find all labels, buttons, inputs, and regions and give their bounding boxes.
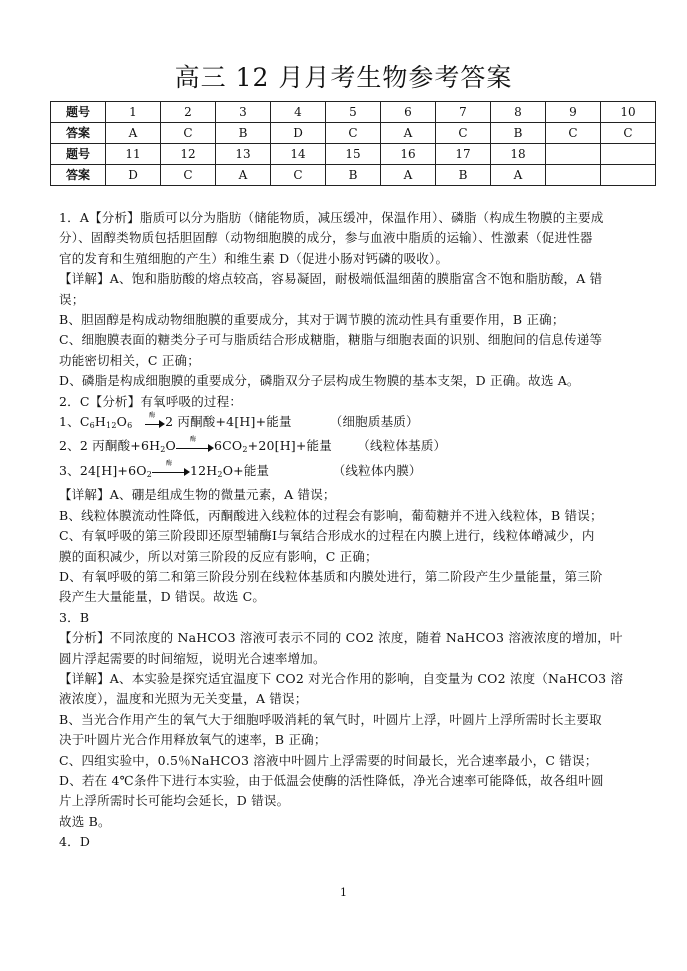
table-cell: C — [546, 123, 601, 144]
table-cell: 4 — [271, 102, 326, 123]
eq-text: 6CO — [213, 438, 243, 454]
table-cell: 15 — [326, 144, 381, 165]
equation-line — [59, 461, 655, 485]
eq-subscript: 2 — [160, 445, 166, 455]
row-label: 答案 — [51, 165, 106, 186]
eq-subscript: 2 — [242, 445, 248, 455]
text-line: 4．D — [59, 834, 91, 850]
eq-subscript: 2 — [146, 469, 152, 479]
table-cell: 6 — [381, 102, 436, 123]
table-cell: 7 — [436, 102, 491, 123]
table-row — [51, 102, 656, 123]
text-line: 故选 B。 — [59, 813, 111, 829]
answer-table — [50, 101, 656, 186]
reaction-arrow-icon: 酶 — [152, 466, 190, 476]
table-cell: C — [326, 123, 381, 144]
text-line: 2．C【分析】有氧呼吸的过程： — [59, 393, 243, 409]
table-cell: 3 — [216, 102, 271, 123]
text-line: 圆片浮起需要的时间缩短，说明光合速率增加。 — [59, 650, 326, 666]
table-cell: 16 — [381, 144, 436, 165]
text-line: B、当光合作用产生的氧气大于细胞呼吸消耗的氧气时，叶圆片上浮，叶圆片上浮所需时长主要取 — [59, 711, 602, 727]
text-line: 1．A【分析】脂质可以分为脂肪（储能物质，减压缓冲，保温作用）、磷脂（构成生物膜的主要成 — [59, 210, 604, 225]
eq-text: 2 丙酮酸+4[H]+能量 — [165, 414, 292, 430]
table-cell: 8 — [491, 102, 546, 123]
table-cell — [601, 165, 656, 186]
text-line: D、磷脂是构成细胞膜的重要成分，磷脂双分子层构成生物膜的基本支架，D 正确。故选 A。 — [59, 373, 580, 389]
eq-text: O — [165, 438, 176, 454]
text-line: 液浓度），温度和光照为无关变量，A 错误； — [59, 691, 308, 707]
table-cell: A — [381, 123, 436, 144]
equation-line — [59, 412, 655, 436]
table-row — [51, 144, 656, 165]
eq-text: H — [94, 414, 107, 430]
text-line: D、若在 4℃条件下进行本实验，由于低温会使酶的活性降低，净光合速率可能降低，故各组叶圆 — [59, 772, 604, 788]
eq-text: O — [116, 414, 128, 430]
table-cell: 10 — [601, 102, 656, 123]
eq-subscript: 6 — [89, 421, 95, 431]
table-cell: 11 — [106, 144, 161, 165]
eq-text: O+能量 — [222, 462, 270, 478]
table-cell: C — [161, 165, 216, 186]
eq-subscript: 12 — [106, 421, 117, 431]
table-cell: A — [216, 165, 271, 186]
row-label: 答案 — [51, 123, 106, 144]
eq-text: 2、2 丙酮酸+6H — [59, 438, 161, 454]
text-line: C、四组实验中，0.5％NaHCO3 溶液中叶圆片上浮需要的时间最长，光合速率最小，C 错误； — [59, 752, 598, 768]
eq-text: 1、C — [59, 414, 90, 430]
row-label: 题号 — [51, 102, 106, 123]
table-cell: B — [491, 123, 546, 144]
text-line: 【详解】A、本实验是探究适宜温度下 CO2 对光合作用的影响，自变量为 CO2 浓度（NaHCO3 溶 — [59, 670, 624, 686]
text-line: 【分析】不同浓度的 NaHCO3 溶液可表示不同的 CO2 浓度，随着 NaHCO3 溶液浓度的增加，叶 — [59, 630, 623, 646]
table-cell: B — [216, 123, 271, 144]
reaction-arrow-icon: 酶 — [176, 442, 214, 452]
table-cell: 17 — [436, 144, 491, 165]
table-cell: 18 — [491, 144, 546, 165]
text-line: 官的发育和生殖细胞的产生）和维生素 D（促进小肠对钙磷的吸收）。 — [59, 250, 449, 266]
table-cell: 2 — [161, 102, 216, 123]
table-cell: A — [381, 165, 436, 186]
text-line: 【详解】A、硼是组成生物的微量元素，A 错误； — [59, 487, 336, 503]
table-cell: 14 — [271, 144, 326, 165]
table-cell: D — [106, 165, 161, 186]
eq-text: +20[H]+能量 — [247, 438, 332, 454]
table-cell: A — [106, 123, 161, 144]
table-cell: C — [436, 123, 491, 144]
text-line: 膜的面积减少，所以对第三阶段的反应有影响，C 正确； — [59, 548, 378, 564]
reaction-arrow-icon: 酶 — [145, 418, 165, 428]
text-line: 片上浮所需时长可能均会延长，D 错误。 — [59, 793, 290, 809]
table-cell — [546, 165, 601, 186]
text-line: 段产生大量能量，D 错误。故选 C。 — [59, 589, 266, 605]
page-number: 1 — [340, 886, 347, 899]
table-cell: B — [326, 165, 381, 186]
table-cell: 1 — [106, 102, 161, 123]
text-line: 功能密切相关，C 正确； — [59, 352, 200, 368]
table-cell: C — [601, 123, 656, 144]
table-cell: 5 — [326, 102, 381, 123]
table-cell: 9 — [546, 102, 601, 123]
table-cell: 12 — [161, 144, 216, 165]
eq-subscript: 2 — [217, 469, 223, 479]
table-row — [51, 165, 656, 186]
table-cell — [601, 144, 656, 165]
answer-explanations — [59, 208, 655, 853]
equation-line — [59, 436, 655, 460]
table-cell: 13 — [216, 144, 271, 165]
eq-subscript: 6 — [127, 421, 133, 431]
table-cell: C — [271, 165, 326, 186]
text-line: B、线粒体膜流动性降低，丙酮酸进入线粒体的过程会有影响，葡萄糖并不进入线粒体，B 错误； — [59, 507, 603, 523]
document-title: 高三 12 月月考生物参考答案 — [174, 63, 513, 92]
text-line: 【详解】A、饱和脂肪酸的熔点较高，容易凝固，耐极端低温细菌的膜脂富含不饱和脂肪酸，A 错 — [59, 271, 603, 287]
eq-note: （线粒体内膜） — [332, 462, 422, 478]
text-line: B、胆固醇是构成动物细胞膜的重要成分，其对于调节膜的流动性具有重要作用，B 正确； — [59, 312, 565, 328]
row-label: 题号 — [51, 144, 106, 165]
eq-note: （线粒体基质） — [357, 438, 447, 454]
eq-text: 3、24[H]+6O — [59, 462, 147, 478]
text-line: C、有氧呼吸的第三阶段即还原型辅酶Ⅰ与氧结合形成水的过程在内膜上进行，线粒体嵴减少，内 — [59, 528, 595, 544]
table-cell — [546, 144, 601, 165]
table-row — [51, 123, 656, 144]
eq-note: （细胞质基质） — [329, 414, 419, 430]
text-line: 误； — [59, 291, 85, 307]
table-cell: B — [436, 165, 491, 186]
text-line: C、细胞膜表面的糖类分子可与脂质结合形成糖脂，糖脂与细胞表面的识别、细胞间的信息传递等 — [59, 332, 603, 348]
table-cell: D — [271, 123, 326, 144]
text-line: 分）、固醇类物质包括胆固醇（动物细胞膜的成分，参与血液中脂质的运输）、性激素（促进性器 — [59, 230, 593, 246]
text-line: 3．B — [59, 609, 90, 625]
text-line: D、有氧呼吸的第二和第三阶段分别在线粒体基质和内膜处进行，第二阶段产生少量能量，第三阶 — [59, 568, 603, 584]
text-line: 决于叶圆片光合作用释放氧气的速率，B 正确； — [59, 732, 327, 748]
table-cell: C — [161, 123, 216, 144]
eq-text: 12H — [189, 462, 218, 478]
table-cell: A — [491, 165, 546, 186]
